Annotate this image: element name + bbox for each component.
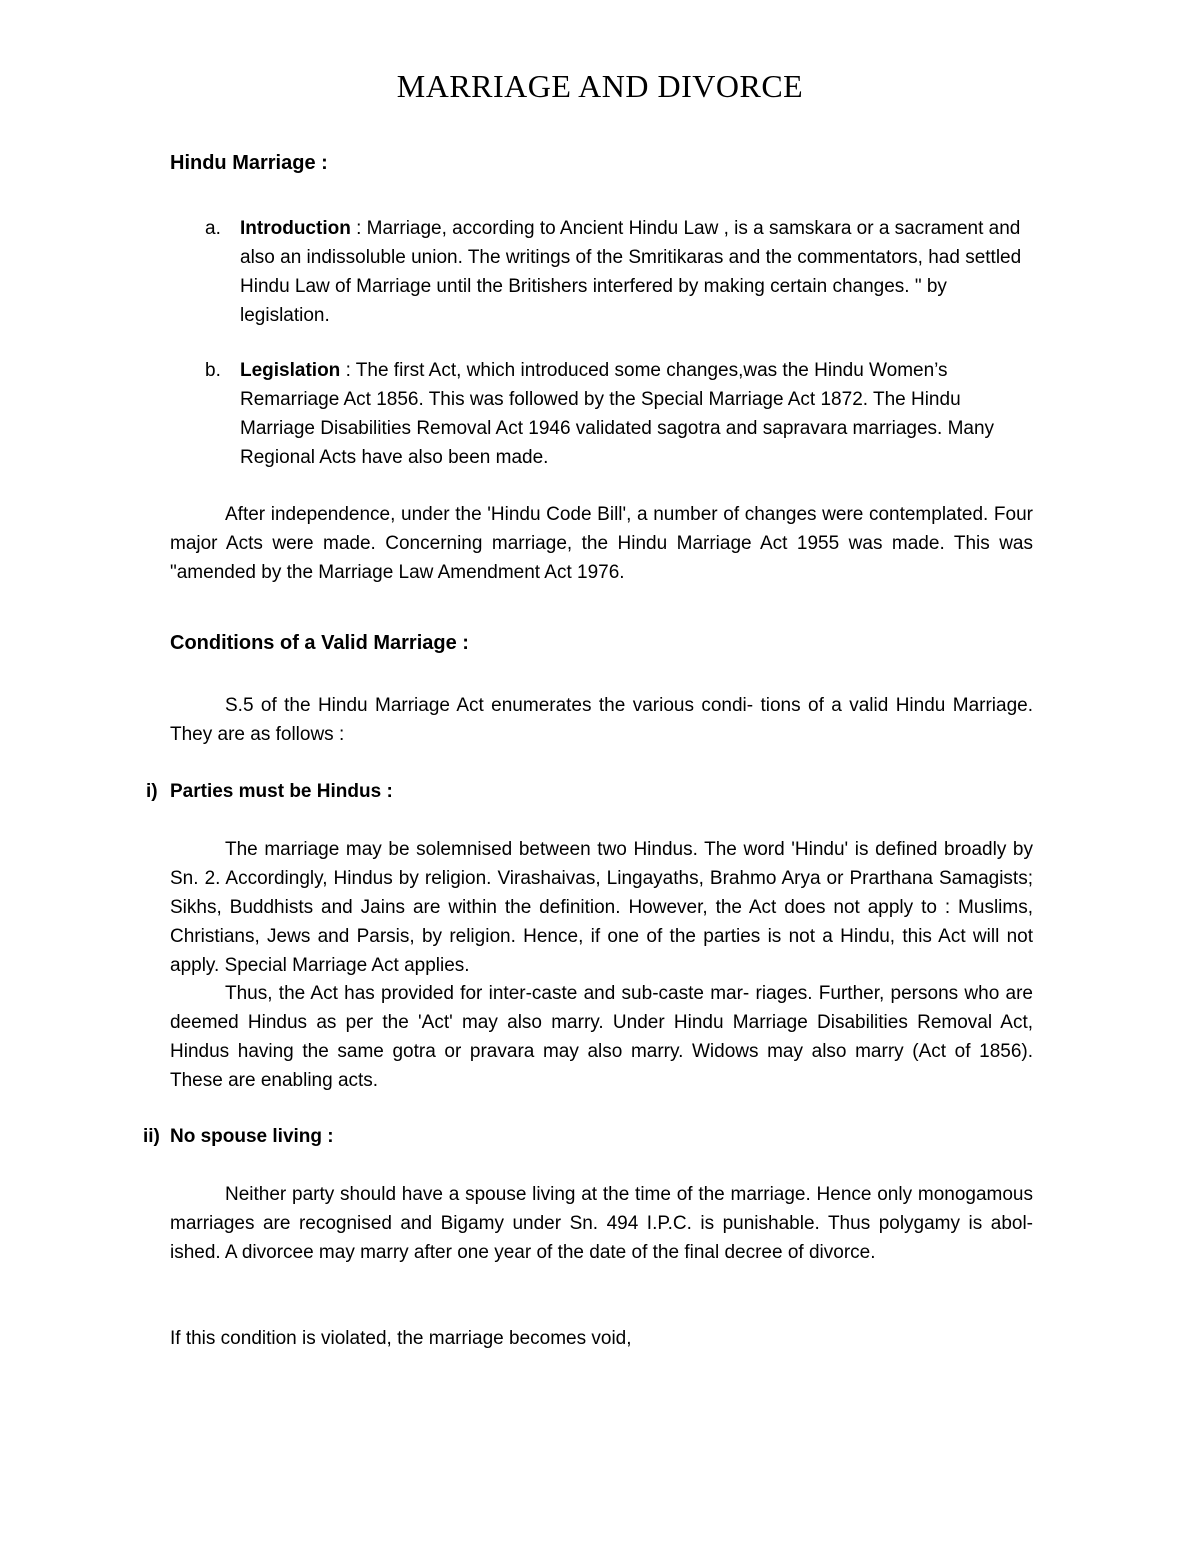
condition-marker: i) (146, 781, 158, 802)
paragraph-after-independence: After independence, under the 'Hindu Code Bill', a number of changes were contemplated. Four major Acts were made. Concerning marriage, the Hindu Marriage Act 1955 was made. This was "amended by the Marriage Law Amendment Act 1976. (170, 504, 1033, 583)
list-item-legislation (205, 356, 1035, 472)
paragraph-no-spouse-2: If this condition is violated, the marriage becomes void, (170, 1328, 632, 1349)
document-title: MARRIAGE AND DIVORCE (396, 68, 804, 104)
paragraph-no-spouse-1: Neither party should have a spouse living at the time of the marriage. Hence only monogamous marriages are recognised and Bigamy under Sn. 494 I.P.C. is punishable. Thus polygamy is abol- ished. A divorcee may marry after one year of the date of the final decree of divorce. (170, 1184, 1033, 1263)
condition-marker: ii) (143, 1126, 160, 1147)
list-marker: a. (205, 218, 221, 239)
list-item-term: Introduction (240, 218, 351, 239)
paragraph-parties-hindus-2: Thus, the Act has provided for inter-caste and sub-caste mar- riages. Further, persons who are deemed Hindus as per the 'Act' may also marry. Under Hindu Marriage Disabilities Removal Act, Hindus having the same gotra or pravara may also marry. Widows may also marry (Act of 1856). These are enabling acts. (170, 983, 1033, 1091)
section-heading-hindu-marriage: Hindu Marriage : (170, 152, 328, 174)
list-item-content (240, 356, 1035, 472)
list-item-introduction (205, 214, 1035, 330)
list-item-term: Legislation (240, 360, 341, 381)
condition-label: No spouse living : (170, 1126, 334, 1147)
list-item-text: : The first Act, which introduced some changes,was the Hindu Women’s Remarriage Act 1856. This was followed by the Special Marriage Act 1872. The Hindu Marriage Disabilities Removal Act 1946 validated sagotra and sapravara marriages. Many Regional Acts have also been made. (240, 360, 995, 468)
condition-label: Parties must be Hindus : (170, 781, 393, 802)
list-marker: b. (205, 360, 221, 381)
list-item-text: : Marriage, according to Ancient Hindu Law , is a samskara or a sacrament and also an indissoluble union. The writings of the Smritikaras and the commentators, had settled Hindu Law of Marriage until the Britishers interfered by making certain changes. " by legislation. (240, 218, 1022, 326)
paragraph-parties-hindus-1: The marriage may be solemnised between two Hindus. The word 'Hindu' is defined broadly by Sn. 2. Accordingly, Hindus by religion. Virashaivas, Lingayaths, Brahmo Arya or Prarthana Samagists; Sikhs, Buddhists and Jains are within the definition. However, the Act does not apply to : Muslims, Christians, Jews and Parsis, by religion. Hence, if one of the parties is not a Hindu, this Act will not apply. Special Marriage Act applies. (170, 839, 1033, 976)
list-item-content (240, 214, 1035, 330)
section-heading-conditions: Conditions of a Valid Marriage : (170, 632, 469, 654)
paragraph-conditions-intro: S.5 of the Hindu Marriage Act enumerates the various condi- tions of a valid Hindu Marriage. They are as follows : (170, 695, 1033, 745)
